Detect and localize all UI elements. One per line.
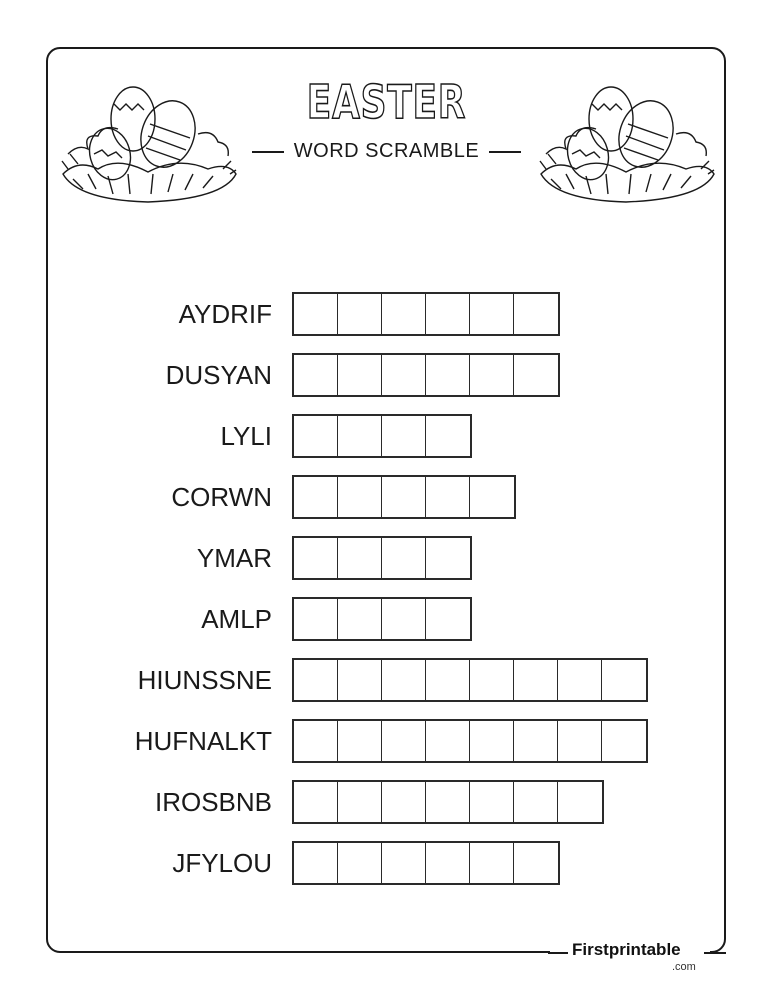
letter-box[interactable] <box>382 843 426 883</box>
letter-box[interactable] <box>294 843 338 883</box>
answer-boxes <box>292 841 560 885</box>
answer-boxes <box>292 597 472 641</box>
scramble-row <box>0 414 773 458</box>
letter-box[interactable] <box>294 721 338 761</box>
letter-box[interactable] <box>470 477 514 517</box>
letter-box[interactable] <box>338 843 382 883</box>
answer-boxes <box>292 719 648 763</box>
answer-boxes <box>292 353 560 397</box>
answer-boxes <box>292 414 472 458</box>
answer-boxes <box>292 536 472 580</box>
letter-box[interactable] <box>470 294 514 334</box>
letter-box[interactable] <box>338 355 382 395</box>
letter-box[interactable] <box>382 660 426 700</box>
letter-box[interactable] <box>338 660 382 700</box>
scrambled-word: HUFNALKT <box>134 726 272 756</box>
scrambled-word: AYDRIF <box>178 299 272 329</box>
scramble-row <box>0 658 773 702</box>
letter-box[interactable] <box>382 355 426 395</box>
letter-box[interactable] <box>514 721 558 761</box>
scrambled-word: IROSBNB <box>154 787 272 817</box>
letter-box[interactable] <box>382 721 426 761</box>
letter-box[interactable] <box>294 477 338 517</box>
scrambled-word: CORWN <box>171 482 272 512</box>
divider-line <box>548 952 568 954</box>
letter-box[interactable] <box>338 477 382 517</box>
letter-box[interactable] <box>514 843 558 883</box>
subtitle-text: WORD SCRAMBLE <box>293 140 480 162</box>
letter-box[interactable] <box>514 660 558 700</box>
scramble-row <box>0 719 773 763</box>
letter-box[interactable] <box>382 599 426 639</box>
letter-box[interactable] <box>558 660 602 700</box>
letter-box[interactable] <box>382 477 426 517</box>
letter-box[interactable] <box>294 599 338 639</box>
letter-box[interactable] <box>426 721 470 761</box>
answer-boxes <box>292 292 560 336</box>
letter-box[interactable] <box>426 416 470 456</box>
letter-box[interactable] <box>514 294 558 334</box>
letter-box[interactable] <box>294 538 338 578</box>
scramble-row <box>0 292 773 336</box>
brand-domain: .com <box>672 961 696 973</box>
letter-box[interactable] <box>338 599 382 639</box>
letter-box[interactable] <box>426 599 470 639</box>
page-title: EASTER <box>306 75 467 129</box>
letter-box[interactable] <box>382 782 426 822</box>
letter-box[interactable] <box>426 843 470 883</box>
answer-boxes <box>292 780 604 824</box>
letter-box[interactable] <box>602 721 646 761</box>
letter-box[interactable] <box>558 721 602 761</box>
answer-boxes <box>292 475 516 519</box>
letter-box[interactable] <box>470 660 514 700</box>
letter-box[interactable] <box>338 721 382 761</box>
letter-box[interactable] <box>514 782 558 822</box>
scrambled-word: DUSYAN <box>165 360 272 390</box>
letter-box[interactable] <box>294 416 338 456</box>
letter-box[interactable] <box>294 355 338 395</box>
letter-box[interactable] <box>470 782 514 822</box>
letter-box[interactable] <box>338 782 382 822</box>
scramble-row <box>0 780 773 824</box>
letter-box[interactable] <box>338 294 382 334</box>
letter-box[interactable] <box>294 782 338 822</box>
letter-box[interactable] <box>470 843 514 883</box>
divider-line <box>704 952 726 954</box>
letter-box[interactable] <box>426 294 470 334</box>
letter-box[interactable] <box>294 660 338 700</box>
letter-box[interactable] <box>426 660 470 700</box>
scrambled-word: YMAR <box>196 543 272 573</box>
scramble-row <box>0 475 773 519</box>
scrambled-word: LYLI <box>220 421 272 451</box>
scramble-row <box>0 536 773 580</box>
scrambled-word: AMLP <box>201 604 272 634</box>
letter-box[interactable] <box>426 477 470 517</box>
divider-line <box>252 151 284 153</box>
letter-box[interactable] <box>470 721 514 761</box>
letter-box[interactable] <box>382 416 426 456</box>
scramble-row <box>0 841 773 885</box>
letter-box[interactable] <box>338 416 382 456</box>
letter-box[interactable] <box>426 538 470 578</box>
letter-box[interactable] <box>470 355 514 395</box>
scrambled-word: HIUNSSNE <box>137 665 272 695</box>
scrambled-word: JFYLOU <box>172 848 272 878</box>
letter-box[interactable] <box>382 538 426 578</box>
letter-box[interactable] <box>602 660 646 700</box>
letter-box[interactable] <box>514 355 558 395</box>
letter-box[interactable] <box>426 782 470 822</box>
letter-box[interactable] <box>426 355 470 395</box>
divider-line <box>489 151 521 153</box>
scramble-row <box>0 597 773 641</box>
letter-box[interactable] <box>294 294 338 334</box>
scramble-row <box>0 353 773 397</box>
answer-boxes <box>292 658 648 702</box>
page-subtitle <box>0 140 773 163</box>
letter-box[interactable] <box>338 538 382 578</box>
letter-box[interactable] <box>382 294 426 334</box>
letter-box[interactable] <box>558 782 602 822</box>
brand-logo: Firstprintable <box>568 940 685 960</box>
